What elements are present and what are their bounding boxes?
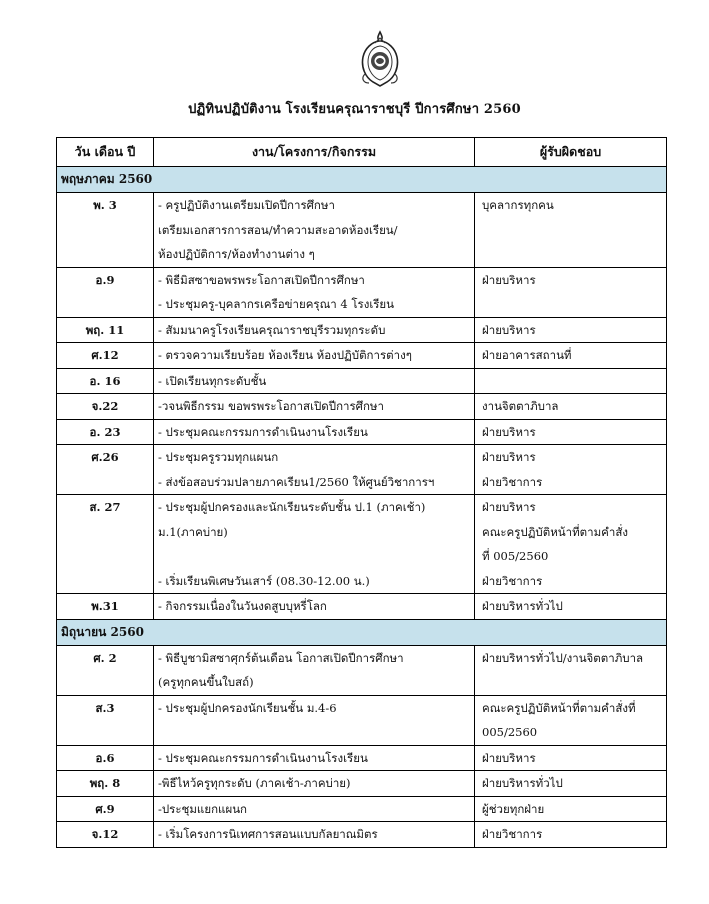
table-row (57, 594, 667, 620)
activity-line: -วจนพิธีกรรม ขอพรพระโอกาสเปิดปีการศึกษา (158, 399, 384, 413)
activity-line: ม.1(ภาคบ่าย) (158, 524, 228, 539)
activity-line: - ประชุมคณะกรรมการดำเนินงานโรงเรียน (158, 424, 368, 439)
responsible-line: ฝ่ายบริหารทั่วไป/งานจิตตาภิบาล (482, 650, 644, 665)
activity-line: - ประชุมผู้ปกครองและนักเรียนระดับชั้น ป.1 (ภาคเช้า) (158, 500, 426, 514)
activity-line: - เปิดเรียนทุกระดับชั้น (158, 373, 267, 388)
activity-line: - ครูปฏิบัติงานเตรียมเปิดปีการศึกษา (158, 198, 335, 212)
responsible-line: ฝ่ายบริหาร (482, 424, 536, 439)
date-cell: ศ.12 (57, 343, 154, 369)
responsible-cell (475, 695, 667, 745)
date-cell: ศ.9 (57, 796, 154, 822)
table-row (57, 394, 667, 420)
table-row (57, 193, 667, 268)
activity-cell (154, 796, 475, 822)
date-cell: อ. 23 (57, 419, 154, 445)
activity-line: - พิธีมิสซาขอพรพระโอกาสเปิดปีการศึกษา (158, 272, 365, 287)
activity-cell (154, 317, 475, 343)
responsible-cell (475, 445, 667, 495)
table-row (57, 822, 667, 848)
responsible-line: บุคลากรทุกคน (482, 198, 554, 212)
activity-line: - ประชุมครู-บุคลากรเครือข่ายครุณา 4 โรงเรียน (158, 297, 395, 311)
activity-cell (154, 193, 475, 268)
date-cell: ส.3 (57, 695, 154, 745)
date-cell: ศ.26 (57, 445, 154, 495)
activity-line: -พิธีไหว้ครูทุกระดับ (ภาคเช้า-ภาคบ่าย) (158, 776, 351, 790)
responsible-line: ฝ่ายบริหารทั่วไป (482, 776, 563, 790)
activity-cell (154, 343, 475, 369)
date-cell: พฤ. 11 (57, 317, 154, 343)
activity-cell (154, 594, 475, 620)
activity-calendar-table (56, 137, 667, 848)
table-row (57, 445, 667, 495)
activity-line: - ประชุมคณะกรรมการดำเนินงานโรงเรียน (158, 750, 368, 765)
responsible-cell (475, 317, 667, 343)
table-body (57, 167, 667, 848)
activity-line: - ประชุมผู้ปกครองนักเรียนชั้น ม.4-6 (158, 700, 337, 715)
responsible-line: ฝ่ายอาคารสถานที่ (482, 348, 572, 362)
activity-cell (154, 771, 475, 797)
table-row (57, 645, 667, 695)
responsible-line: 005/2560 (482, 725, 538, 739)
activity-line: (ครูทุกคนขึ้นใบสถ์) (158, 675, 254, 689)
responsible-line: ฝ่ายวิชาการ (482, 474, 543, 489)
table-row (57, 495, 667, 594)
activity-cell (154, 745, 475, 771)
table-header-row (57, 138, 667, 167)
responsible-cell (475, 267, 667, 317)
activity-line (158, 544, 470, 569)
responsible-line: ฝ่ายบริหาร (482, 500, 536, 514)
responsible-line: คณะครูปฏิบัติหน้าที่ตามคำสั่งที่ (482, 700, 636, 715)
activity-line: - ประชุมครูรวมทุกแผนก (158, 450, 279, 464)
month-section-label: พฤษภาคม 2560 (57, 167, 667, 193)
activity-line: - ตรวจความเรียบร้อย ห้องเรียน ห้องปฏิบัติการต่างๆ (158, 348, 412, 362)
responsible-cell (475, 796, 667, 822)
activity-line: - เริ่มเรียนพิเศษวันเสาร์ (08.30-12.00 น.) (158, 573, 370, 588)
date-cell: ส. 27 (57, 495, 154, 594)
table-row (57, 796, 667, 822)
date-cell: อ.6 (57, 745, 154, 771)
activity-cell (154, 645, 475, 695)
date-cell: พ. 3 (57, 193, 154, 268)
responsible-cell (475, 368, 667, 394)
date-cell: อ.9 (57, 267, 154, 317)
responsible-line: ฝ่ายวิชาการ (482, 827, 543, 841)
date-cell: จ.12 (57, 822, 154, 848)
activity-line: - ส่งข้อสอบร่วมปลายภาคเรียน1/2560 ให้ศูนย์วิชาการฯ (158, 474, 435, 489)
responsible-cell (475, 645, 667, 695)
responsible-cell (475, 745, 667, 771)
column-header-activity: งาน/โครงการ/กิจกรรม (154, 138, 475, 167)
responsible-line: ฝ่ายบริหาร (482, 750, 536, 765)
school-emblem-logo (355, 30, 405, 88)
date-cell: อ. 16 (57, 368, 154, 394)
responsible-line: ฝ่ายบริหารทั่วไป (482, 599, 563, 613)
date-cell: พฤ. 8 (57, 771, 154, 797)
table-row (57, 368, 667, 394)
table-row (57, 267, 667, 317)
responsible-line: ฝ่ายบริหาร (482, 322, 536, 337)
responsible-cell (475, 343, 667, 369)
responsible-line: ฝ่ายวิชาการ (482, 573, 543, 588)
activity-line: เตรียมเอกสารการสอน/ทำความสะอาดห้องเรียน/ (158, 222, 398, 237)
activity-line: - พิธีบูชามิสซาศุกร์ต้นเดือน โอกาสเปิดปีการศึกษา (158, 650, 404, 665)
table-row (57, 695, 667, 745)
activity-cell (154, 419, 475, 445)
date-cell: จ.22 (57, 394, 154, 420)
responsible-line: ฝ่ายบริหาร (482, 450, 536, 464)
activity-cell (154, 495, 475, 594)
responsible-cell (475, 771, 667, 797)
activity-cell (154, 394, 475, 420)
responsible-cell (475, 822, 667, 848)
date-cell: พ.31 (57, 594, 154, 620)
responsible-cell (475, 419, 667, 445)
responsible-line: ฝ่ายบริหาร (482, 272, 536, 287)
table-row (57, 343, 667, 369)
responsible-cell (475, 495, 667, 594)
month-section-row (57, 167, 667, 193)
month-section-label: มิถุนายน 2560 (57, 619, 667, 645)
table-row (57, 745, 667, 771)
activity-cell (154, 822, 475, 848)
column-header-date: วัน เดือน ปี (57, 138, 154, 167)
activity-line: - เริ่มโครงการนิเทศการสอนแบบกัลยาณมิตร (158, 827, 378, 841)
table-row (57, 317, 667, 343)
activity-cell (154, 695, 475, 745)
activity-cell (154, 445, 475, 495)
activity-line: - สัมมนาครูโรงเรียนครุณาราชบุรีรวมทุกระดับ (158, 322, 386, 337)
activity-line: - กิจกรรมเนื่องในวันงดสูบบุหรี่โลก (158, 599, 327, 613)
month-section-row (57, 619, 667, 645)
document-title: ปฏิทินปฏิบัติงาน โรงเรียนครุณาราชบุรี ปีการศึกษา 2560 (188, 102, 521, 117)
activity-cell (154, 267, 475, 317)
activity-cell (154, 368, 475, 394)
column-header-responsible: ผู้รับผิดชอบ (475, 138, 667, 167)
responsible-cell (475, 394, 667, 420)
responsible-line: งานจิตตาภิบาล (482, 399, 559, 413)
responsible-line: ที่ 005/2560 (482, 549, 549, 563)
date-cell: ศ. 2 (57, 645, 154, 695)
responsible-line: ผู้ช่วยทุกฝ่าย (482, 801, 545, 816)
responsible-cell (475, 594, 667, 620)
responsible-cell (475, 193, 667, 268)
activity-line: -ประชุมแยกแผนก (158, 801, 248, 816)
activity-line: ห้องปฏิบัติการ/ห้องทำงานต่าง ๆ (158, 247, 315, 261)
responsible-line: คณะครูปฏิบัติหน้าที่ตามคำสั่ง (482, 524, 628, 539)
table-row (57, 419, 667, 445)
table-row (57, 771, 667, 797)
